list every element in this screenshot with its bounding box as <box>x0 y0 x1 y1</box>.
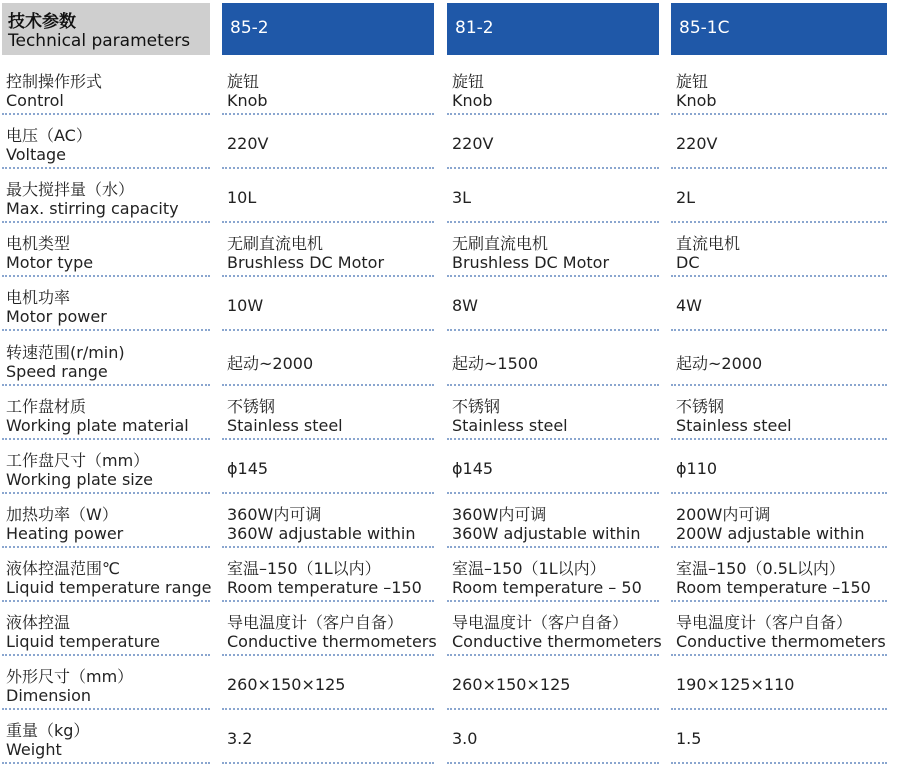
value-cell-model-1 <box>222 225 434 277</box>
param-label-cell <box>2 658 210 710</box>
model-name: 85-1C <box>679 18 730 38</box>
model-header-2 <box>447 3 659 55</box>
value-text: ϕ145 <box>227 458 269 478</box>
param-label-zh: 电机功率 <box>6 288 71 308</box>
value-cell-model-2 <box>447 63 659 115</box>
value-cell-model-3 <box>671 604 887 656</box>
value-text-en: Stainless steel <box>676 415 792 435</box>
value-cell-model-3 <box>671 279 887 331</box>
value-text-zh: 不锈钢 <box>452 396 501 416</box>
param-label-cell <box>2 334 210 386</box>
value-cell-model-2 <box>447 171 659 223</box>
param-label-en: Voltage <box>6 145 67 165</box>
value-text: ϕ145 <box>452 458 494 478</box>
value-text: 起动~2000 <box>227 353 314 373</box>
param-label-zh: 液体控温范围℃ <box>6 558 120 578</box>
value-cell-model-2 <box>447 550 659 602</box>
value-text-zh: 导电温度计（客户自备） <box>452 613 629 632</box>
param-label-zh: 重量（kg） <box>6 721 90 741</box>
value-cell-model-2 <box>447 334 659 386</box>
value-cell-model-1 <box>222 63 434 115</box>
value-text-en: Stainless steel <box>227 415 343 435</box>
param-label-cell <box>2 171 210 223</box>
value-text: 3L <box>452 188 472 208</box>
param-label-zh: 工作盘材质 <box>6 396 87 416</box>
param-label-en: Motor type <box>6 253 94 273</box>
table-row <box>0 442 900 496</box>
model-name: 81-2 <box>455 18 494 38</box>
table-row <box>0 550 900 604</box>
value-cell-model-3 <box>671 658 887 710</box>
value-text: 3.2 <box>227 729 253 749</box>
value-text: 2L <box>676 188 696 208</box>
value-cell-model-1 <box>222 117 434 169</box>
value-text-zh: 室温–150（1L以内） <box>452 558 606 578</box>
value-text: 3.0 <box>452 729 478 749</box>
value-text: 10L <box>227 188 257 208</box>
value-cell-model-1 <box>222 658 434 710</box>
value-cell-model-3 <box>671 388 887 440</box>
param-label-cell <box>2 604 210 656</box>
value-text-zh: 无刷直流电机 <box>452 234 549 254</box>
value-text-zh: 旋钮 <box>227 72 260 91</box>
value-text-en: Conductive thermometers <box>452 632 662 651</box>
value-cell-model-2 <box>447 117 659 169</box>
value-cell-model-3 <box>671 171 887 223</box>
param-label-zh: 工作盘尺寸（mm） <box>6 450 150 470</box>
table-row <box>0 225 900 279</box>
value-text-en: Brushless DC Motor <box>452 253 610 273</box>
value-text-en: DC <box>676 253 700 273</box>
value-text-en: 200W adjustable within <box>676 523 865 543</box>
table-row <box>0 117 900 171</box>
value-cell-model-3 <box>671 442 887 494</box>
param-label-cell <box>2 496 210 548</box>
value-text-zh: 旋钮 <box>676 72 709 91</box>
value-text-en: Knob <box>227 91 268 110</box>
value-cell-model-2 <box>447 712 659 764</box>
model-name: 85-2 <box>230 18 269 38</box>
param-label-en: Motor power <box>6 307 107 327</box>
value-text: 220V <box>227 134 269 154</box>
table-row <box>0 712 900 766</box>
value-cell-model-2 <box>447 496 659 548</box>
param-label-zh: 控制操作形式 <box>6 72 103 91</box>
param-label-en: Heating power <box>6 523 124 543</box>
value-text-zh: 导电温度计（客户自备） <box>227 613 404 632</box>
value-cell-model-1 <box>222 442 434 494</box>
value-text: 10W <box>227 296 264 316</box>
value-text-en: Knob <box>452 91 493 110</box>
value-text-en: Room temperature –150 <box>227 577 422 597</box>
value-cell-model-1 <box>222 388 434 440</box>
table-row <box>0 334 900 388</box>
param-label-cell <box>2 388 210 440</box>
value-text-zh: 360W内可调 <box>227 504 322 524</box>
value-cell-model-1 <box>222 712 434 764</box>
param-label-en: Speed range <box>6 361 108 381</box>
value-cell-model-3 <box>671 712 887 764</box>
param-label-cell <box>2 225 210 277</box>
value-text: 8W <box>452 296 478 316</box>
table-row <box>0 496 900 550</box>
value-text-zh: 室温–150（0.5L以内） <box>676 558 845 578</box>
value-text-en: Conductive thermometers <box>676 632 886 651</box>
value-text: 4W <box>676 296 702 316</box>
param-label-zh: 加热功率（W） <box>6 504 118 524</box>
value-text: 220V <box>452 134 494 154</box>
param-label-cell <box>2 117 210 169</box>
value-cell-model-1 <box>222 550 434 602</box>
param-label-en: Max. stirring capacity <box>6 199 179 219</box>
param-label-en: Working plate size <box>6 469 153 489</box>
value-text-en: Room temperature – 50 <box>452 577 642 597</box>
table-row <box>0 388 900 442</box>
value-text-en: Room temperature –150 <box>676 577 871 597</box>
value-cell-model-3 <box>671 496 887 548</box>
value-text-en: Knob <box>676 91 717 110</box>
value-text: 起动~1500 <box>452 353 539 373</box>
param-label-en: Control <box>6 91 64 110</box>
value-text-en: 360W adjustable within <box>227 523 416 543</box>
table-row <box>0 171 900 225</box>
param-label-cell <box>2 63 210 115</box>
param-label-zh: 外形尺寸（mm） <box>6 667 134 687</box>
model-header-3 <box>671 3 887 55</box>
param-label-en: Liquid temperature range <box>6 577 212 597</box>
value-text-en: 360W adjustable within <box>452 523 641 543</box>
value-cell-model-2 <box>447 388 659 440</box>
value-cell-model-1 <box>222 171 434 223</box>
table-row <box>0 63 900 117</box>
param-label-en: Weight <box>6 740 62 760</box>
param-label-zh: 电机类型 <box>6 234 71 254</box>
param-label-zh: 最大搅拌量（水） <box>6 180 135 200</box>
value-text-en: Conductive thermometers <box>227 632 437 651</box>
value-cell-model-1 <box>222 334 434 386</box>
value-text: 起动~2000 <box>676 353 763 373</box>
value-cell-model-2 <box>447 442 659 494</box>
value-text-zh: 室温–150（1L以内） <box>227 558 381 578</box>
value-cell-model-1 <box>222 604 437 656</box>
param-label-en: Liquid temperature <box>6 632 160 651</box>
value-text-zh: 直流电机 <box>676 234 741 254</box>
header-label-cell <box>2 3 210 55</box>
value-text: ϕ110 <box>676 458 718 478</box>
param-label-zh: 电压（AC） <box>6 126 92 146</box>
value-cell-model-3 <box>671 63 887 115</box>
value-cell-model-3 <box>671 550 887 602</box>
value-text: 190×125×110 <box>676 675 795 695</box>
value-cell-model-2 <box>447 225 659 277</box>
param-label-cell <box>2 279 210 331</box>
value-text-zh: 200W内可调 <box>676 504 771 524</box>
param-label-cell <box>2 550 210 602</box>
value-cell-model-2 <box>447 604 662 656</box>
value-text-zh: 不锈钢 <box>676 396 725 416</box>
value-cell-model-2 <box>447 658 659 710</box>
value-text-en: Stainless steel <box>452 415 568 435</box>
value-text: 1.5 <box>676 729 702 749</box>
value-text-en: Brushless DC Motor <box>227 253 385 273</box>
value-text: 260×150×125 <box>227 675 346 695</box>
table-row <box>0 279 900 333</box>
param-label-en: Working plate material <box>6 415 189 435</box>
value-cell-model-1 <box>222 496 434 548</box>
value-cell-model-3 <box>671 334 887 386</box>
param-label-zh: 液体控温 <box>6 613 71 632</box>
param-label-zh: 转速范围(r/min) <box>6 342 125 362</box>
header-label-en: Technical parameters <box>8 31 191 51</box>
table-row <box>0 658 900 712</box>
param-label-en: Dimension <box>6 686 92 706</box>
value-text-zh: 无刷直流电机 <box>227 234 324 254</box>
table-row <box>0 604 900 658</box>
param-label-cell <box>2 712 210 764</box>
table-header <box>0 0 900 57</box>
value-text-zh: 导电温度计（客户自备） <box>676 613 853 632</box>
model-header-1 <box>222 3 434 55</box>
value-text-zh: 360W内可调 <box>452 504 547 524</box>
value-text: 260×150×125 <box>452 675 571 695</box>
value-text: 220V <box>676 134 718 154</box>
param-label-cell <box>2 442 210 494</box>
value-text-zh: 不锈钢 <box>227 396 276 416</box>
value-cell-model-2 <box>447 279 659 331</box>
value-cell-model-1 <box>222 279 434 331</box>
value-cell-model-3 <box>671 225 887 277</box>
value-cell-model-3 <box>671 117 887 169</box>
value-text-zh: 旋钮 <box>452 72 485 91</box>
header-label-zh: 技术参数 <box>8 12 76 32</box>
